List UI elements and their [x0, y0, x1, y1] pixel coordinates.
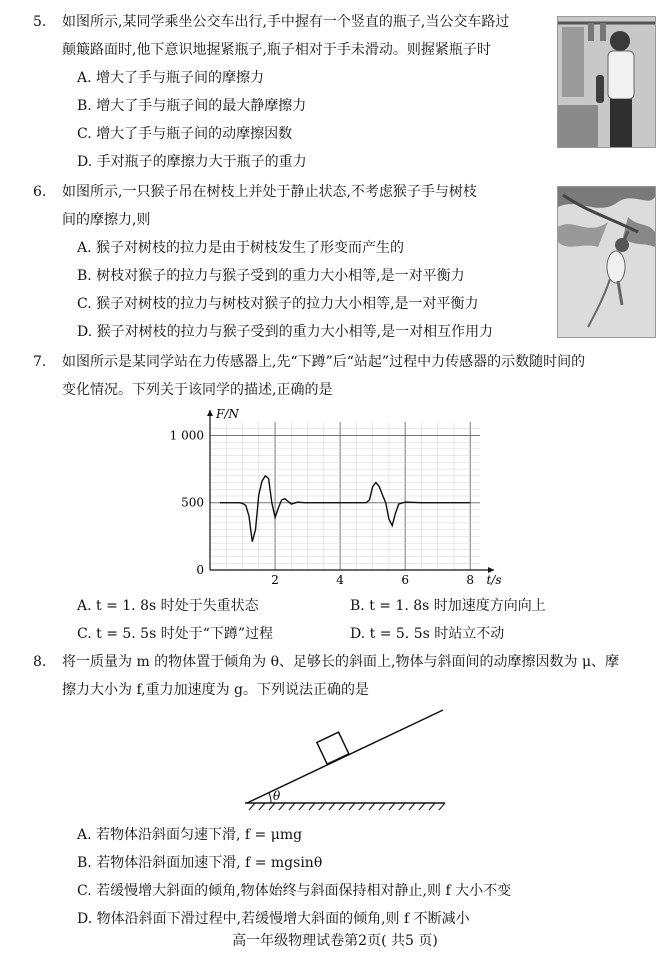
- monkey-photo: [557, 186, 656, 338]
- question-stem-line: 如图所示,一只猴子吊在树枝上并处于静止状态,不考虑猴子手与树枝: [62, 184, 477, 200]
- chart-axes: [207, 410, 494, 573]
- question-stem-line: 颠簸路面时,他下意识地握紧瓶子,瓶子相对于手未滑动。则握紧瓶子时: [62, 42, 491, 58]
- option-d: D. 手对瓶子的摩擦力大于瓶子的重力: [77, 154, 307, 170]
- block: [317, 732, 349, 764]
- question-stem-line: 擦力大小为 f,重力加速度为 g。下列说法正确的是: [62, 682, 369, 698]
- incline-figure: [235, 700, 455, 818]
- x-tick-label: 2: [271, 573, 279, 587]
- x-tick-label: 8: [466, 573, 475, 587]
- y-axis-label: F/N: [216, 407, 239, 421]
- angle-label: θ: [273, 789, 281, 803]
- angle-arc: [269, 793, 271, 803]
- question-stem-line: 间的摩擦力,则: [62, 212, 151, 228]
- page-footer: 高一年级物理试卷第2页( 共5 页): [232, 933, 438, 949]
- option-d: D. 物体沿斜面下滑过程中,若缓慢增大斜面的倾角,则 f 不断减小: [77, 911, 470, 927]
- x-tick-label: 6: [401, 573, 410, 587]
- x-axis-label: t/s: [486, 573, 502, 587]
- force-series-line: [220, 476, 470, 542]
- option-b: B. 增大了手与瓶子间的最大静摩擦力: [77, 98, 307, 114]
- chart-series: [220, 476, 470, 542]
- question-stem-line: 将一质量为 m 的物体置于倾角为 θ、足够长的斜面上,物体与斜面间的动摩擦因数为 μ、摩: [62, 654, 620, 670]
- option-a: A. t = 1. 8s 时处于失重状态: [77, 598, 259, 614]
- question-stem-line: 如图所示是某同学站在力传感器上,先“下蹲”后“站起”过程中力传感器的示数随时间的: [62, 354, 586, 370]
- y-tick-label: 500: [181, 495, 204, 510]
- question-number: 6.: [33, 184, 47, 200]
- chart-labels: [170, 407, 502, 587]
- option-b: B. t = 1. 8s 时加速度方向向上: [350, 598, 546, 614]
- question-number: 8.: [33, 654, 47, 670]
- y-tick-label: 1 000: [169, 428, 204, 443]
- option-d: D. t = 5. 5s 时站立不动: [350, 626, 505, 642]
- option-c: C. 增大了手与瓶子间的动摩擦因数: [77, 126, 293, 142]
- option-c: C. 若缓慢增大斜面的倾角,物体始终与斜面保持相对静止,则 f 大小不变: [77, 883, 512, 899]
- force-time-chart: [160, 402, 510, 592]
- option-a: A. 猴子对树枝的拉力是由于树枝发生了形变而产生的: [77, 240, 405, 256]
- option-a: A. 若物体沿斜面匀速下滑, f = μmg: [77, 827, 303, 843]
- option-b: B. 若物体沿斜面加速下滑, f = mgsinθ: [77, 855, 323, 871]
- option-c: C. 猴子对树枝的拉力与树枝对猴子的拉力大小相等,是一对平衡力: [77, 296, 479, 312]
- option-a: A. 增大了手与瓶子间的摩擦力: [77, 70, 265, 86]
- chart-grid: [210, 422, 480, 570]
- question-number: 5.: [33, 14, 47, 30]
- question-number: 7.: [33, 354, 47, 370]
- question-stem-line: 变化情况。下列关于该同学的描述,正确的是: [62, 382, 333, 398]
- option-d: D. 猴子对树枝的拉力与猴子受到的重力大小相等,是一对相互作用力: [77, 324, 494, 340]
- ground-hatching: [249, 803, 445, 810]
- y-axis-arrow: [207, 410, 213, 416]
- x-tick-label: 4: [336, 573, 344, 587]
- origin-label: 0: [196, 563, 204, 577]
- option-b: B. 树枝对猴子的拉力与猴子受到的重力大小相等,是一对平衡力: [77, 268, 465, 284]
- bus-passenger-photo: [557, 16, 656, 148]
- option-c: C. t = 5. 5s 时处于“下蹲”过程: [77, 626, 274, 642]
- question-stem-line: 如图所示,某同学乘坐公交车出行,手中握有一个竖直的瓶子,当公交车路过: [62, 14, 510, 30]
